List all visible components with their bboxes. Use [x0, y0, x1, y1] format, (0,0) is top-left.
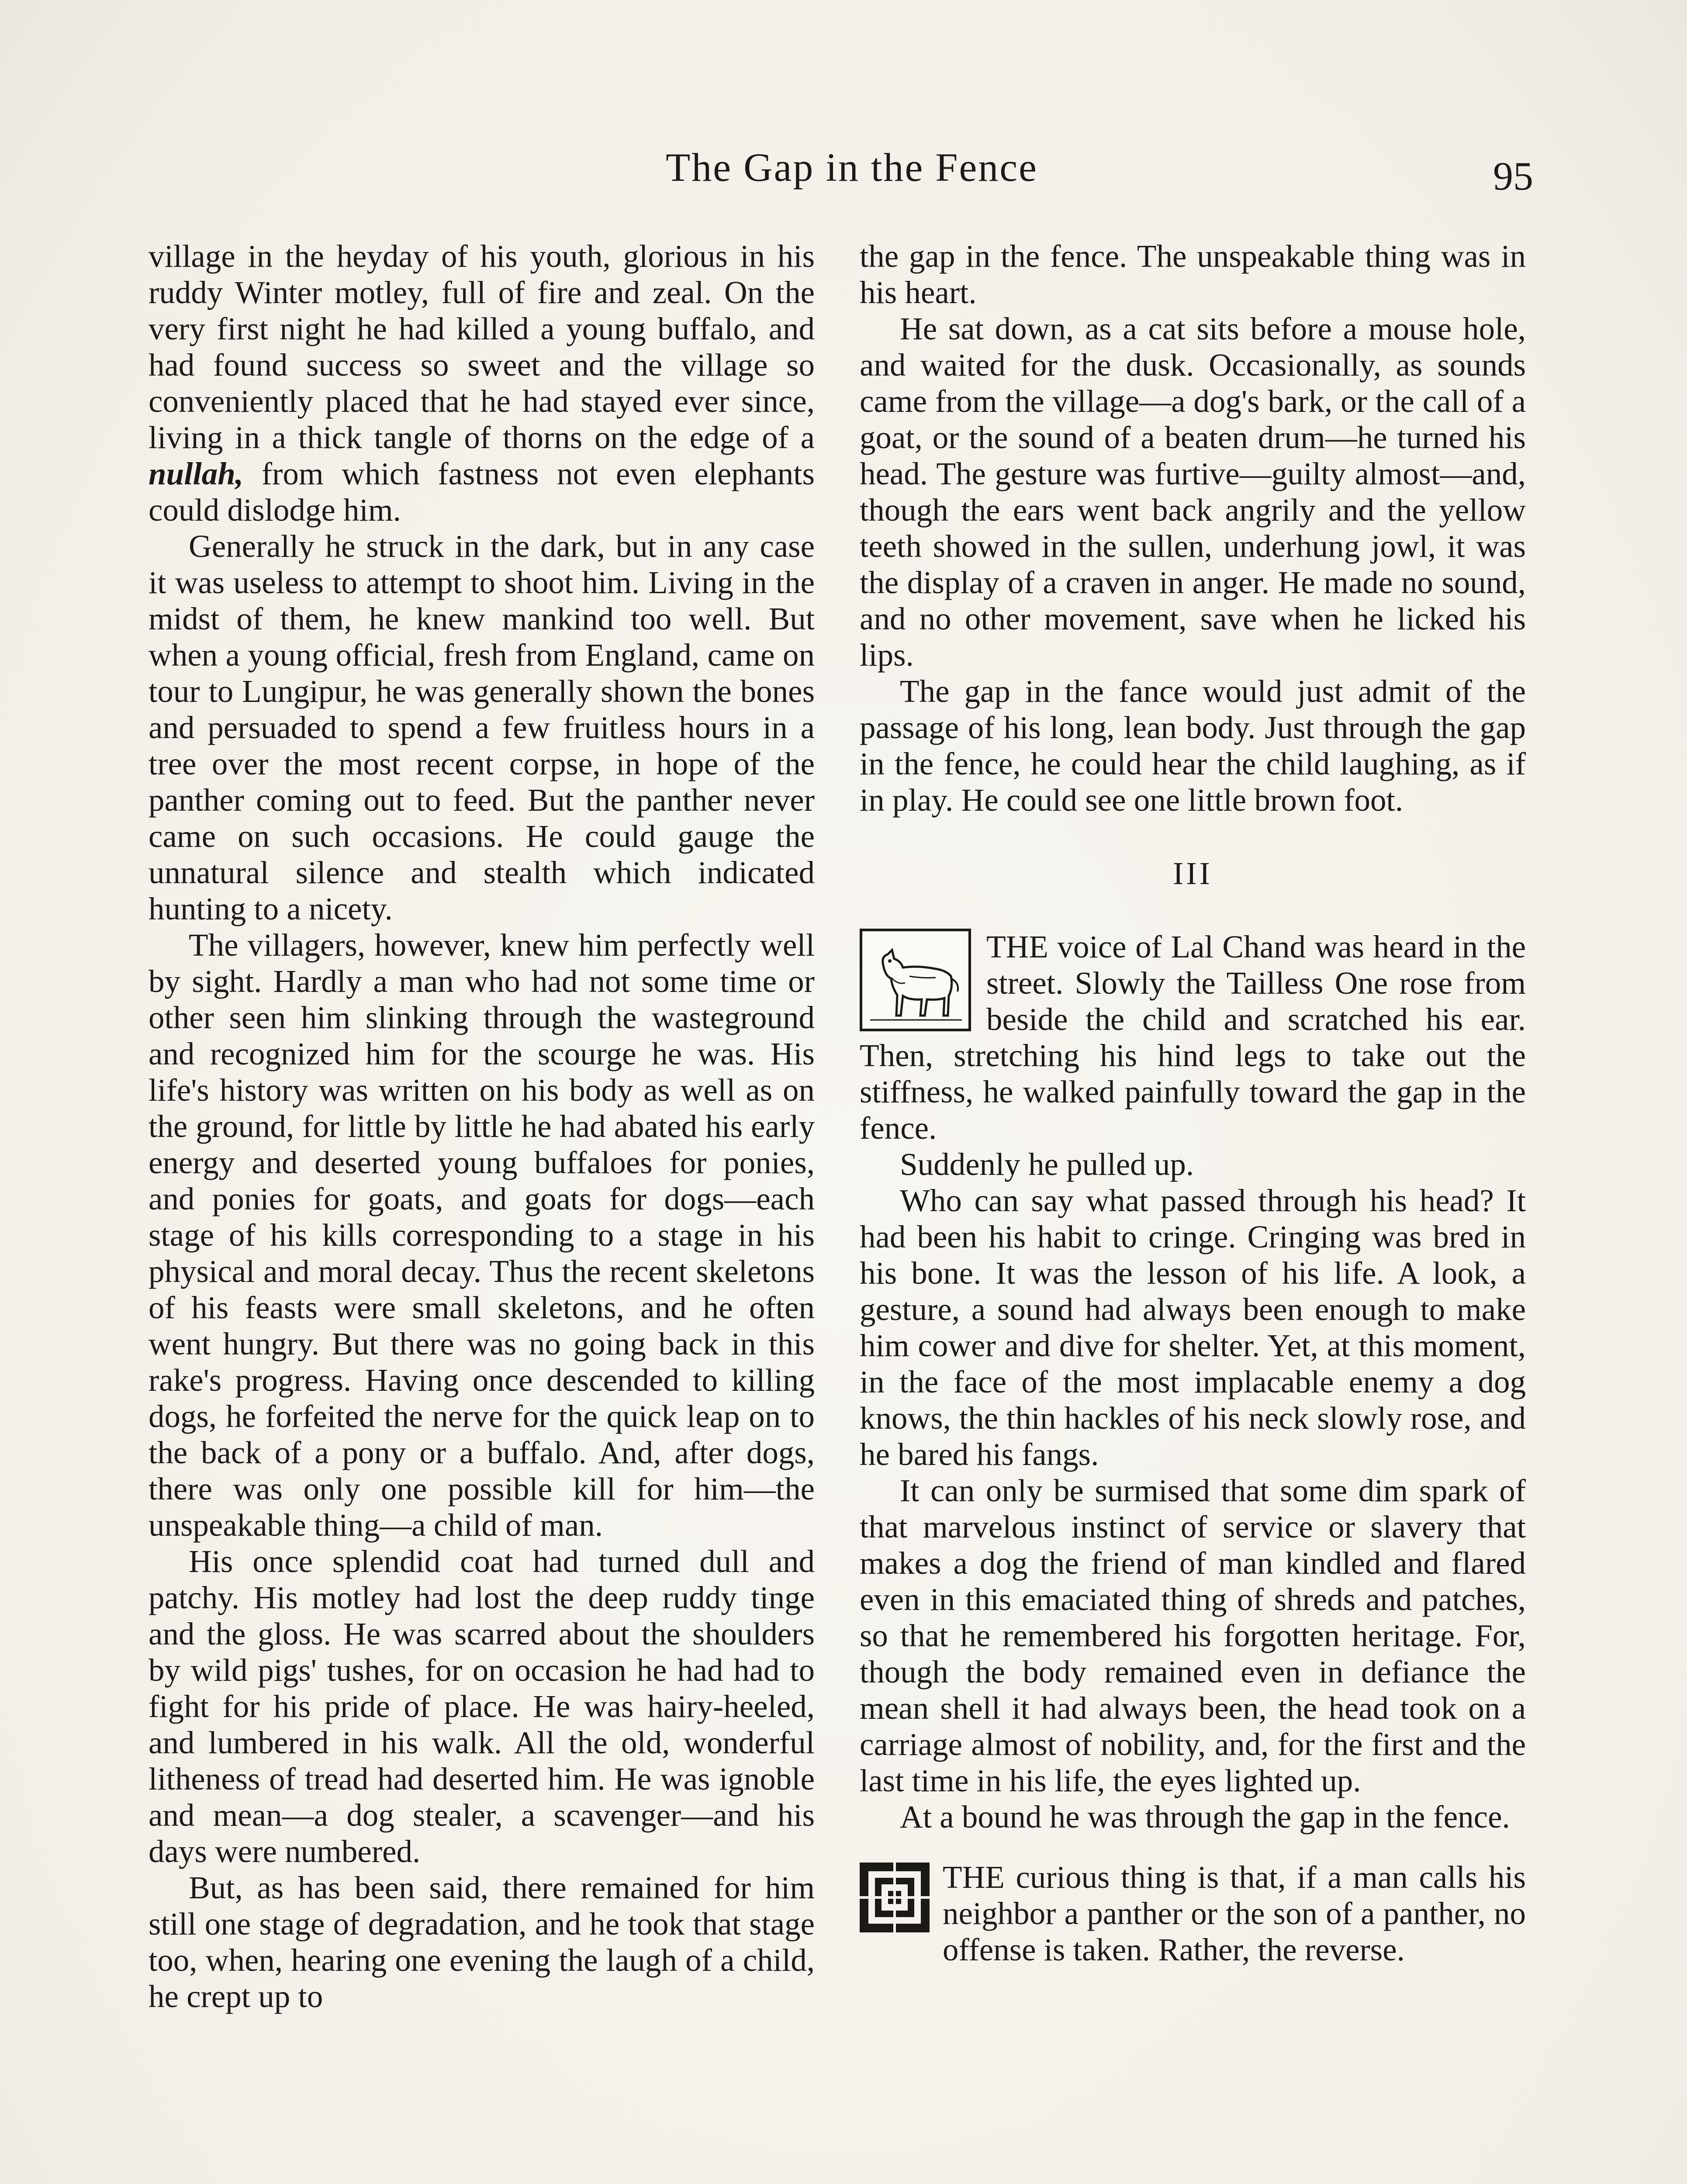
left-column — [149, 238, 815, 2015]
paragraph: The villagers, however, knew him perfectly well by sight. Hardly a man who had not some time or other seen him slinking through the wasteground and recognized him for the scourge he was. His life's history was written on his body as well as on the ground, for little by little he had abated his early energy and deserted young buffaloes for ponies, and ponies for goats, and goats for dogs—each stage of his kills corresponding to a stage in his physical and moral decay. Thus the recent skeletons of his feasts were small skeletons, and he often went hungry. But there was no going back in this rake's progress. Having once descended to killing dogs, he forfeited the nerve for the quick leap on to the back of a pony or a buffalo. And, after dogs, there was only one possible kill for him—the unspeakable thing—a child of man. — [149, 927, 815, 1543]
paragraph: Suddenly he pulled up. — [900, 1147, 1194, 1182]
paragraph: It can only be surmised that some dim spark of that marvelous instinct of service or slavery that makes a dog the friend of man kindled and flared even in this emaciated thing of shreds and patches, so that he remembered his forgotten heritage. For, though the body remained even in defiance the mean shell it had always been, the head took on a carriage almost of nobility, and, for the first and the last time in his life, the eyes lighted up. — [860, 1473, 1526, 1798]
paragraph: Who can say what passed through his head? It had been his habit to cringe. Cringing was bred in his bone. It was the lesson of his life. A look, a gesture, a sound had always been enough to make him cower and dive for shelter. Yet, at this moment, in the face of the most implacable enemy a dog knows, the thin hackles of his neck slowly rose, and he bared his fangs. — [860, 1183, 1526, 1472]
paragraph: But, as has been said, there remained for him still one stage of degradation, and he took that stage too, when, hearing one evening the laugh of a child, he crept up to — [149, 1870, 815, 2014]
paragraph: THE curious thing is that, if a man calls his neighbor a panther or the son of a panther, no offense is taken. Rather, the reverse. — [943, 1859, 1526, 1967]
italic-word: nullah, — [149, 456, 244, 491]
paragraph: THE voice of Lal Chand was heard in the street. Slowly the Tailless One rose from beside the child and scratched his ear. Then, stretching his hind legs to take out the stiffness, he walked painfully toward the gap in the fence. — [860, 929, 1526, 1146]
paragraph: village in the heyday of his youth, glorious in his ruddy Winter motley, full of fire and zeal. On the very first night he had killed a young buffalo, and had found success so sweet and the village so conveniently placed that he had stayed ever since, living in a thick tangle of thorns on the edge of a nullah, from which fastness not even elephants could dislodge him. — [149, 238, 815, 528]
paragraph: His once splendid coat had turned dull and patchy. His motley had lost the deep ruddy tinge and the gloss. He was scarred about the shoulders by wild pigs' tushes, for on occasion he had had to fight for his pride of place. He was hairy-heeled, and lumbered in his walk. All the old, wonderful litheness of tread had deserted him. He was ignoble and mean—a dog stealer, a scavenger—and his days were numbered. — [149, 1544, 815, 1869]
section-gap — [860, 1835, 1526, 1859]
right-column — [860, 238, 1526, 1968]
paragraph: At a bound he was through the gap in the fence. — [900, 1799, 1510, 1835]
page-number: 95 — [1493, 154, 1533, 198]
section-number: III — [1173, 856, 1213, 891]
dog-illustration-icon — [860, 929, 971, 1031]
running-title: The Gap in the Fence — [666, 145, 1038, 190]
paragraph: the gap in the fence. The unspeakable thing was in his heart. — [860, 238, 1526, 310]
ornament-initial-icon — [860, 1863, 930, 1932]
paragraph: Generally he struck in the dark, but in any case it was useless to attempt to shoot him. Living in the midst of them, he knew mankind too well. But when a young official, fresh from England, came on tour to Lungipur, he was generally shown the bones and persuaded to spend a few fruitless hours in a tree over the most recent corpse, in hope of the panther coming out to feed. But the panther never came on such occasions. He could gauge the unnatural silence and stealth which indicated hunting to a nicety. — [149, 529, 815, 926]
paragraph: The gap in the fance would just admit of the passage of his long, lean body. Just through the gap in the fence, he could hear the child laughing, as if in play. He could see one little brown foot. — [860, 674, 1526, 818]
paragraph: He sat down, as a cat sits before a mouse hole, and waited for the dusk. Occasionally, as sounds came from the village—a dog's bark, or the call of a goat, or the sound of a beaten drum—he turned his head. The gesture was furtive—guilty almost—and, though the ears went back angrily and the yellow teeth showed in the sullen, underhung jowl, it was the display of a craven in anger. He made no sound, and no other movement, save when he licked his lips. — [860, 311, 1526, 673]
